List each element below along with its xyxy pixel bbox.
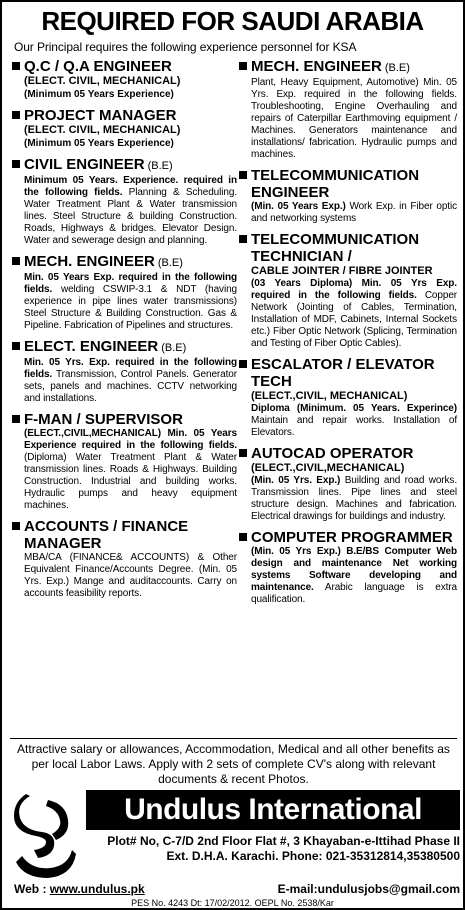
square-bullet-icon — [12, 111, 20, 119]
job-listing — [12, 338, 237, 405]
job-requirement: (03 Years Diploma) Min. 05 Yrs Exp. required in the following fields. — [251, 278, 457, 301]
job-description — [239, 403, 457, 439]
job-description — [239, 77, 457, 161]
company-address — [86, 834, 460, 864]
job-title — [12, 253, 237, 272]
job-discipline: (Minimum 05 Years Experience) — [24, 138, 174, 149]
square-bullet-icon — [12, 257, 20, 265]
job-details: welding CSWIP-3.1 & NDT (having experience in pipe lines water transmissions) Steel Structure & Building Construction. Gas & Pipeline. Fabrication of Pipelines and structures. — [24, 284, 237, 331]
address-line-1: Plot# No, C-7/D 2nd Floor Flat #, 3 Khayaban-e-Ittihad Phase II — [107, 834, 460, 848]
job-discipline: (ELECT. CIVIL, MECHANICAL) — [24, 75, 181, 87]
job-title-text: CIVIL ENGINEER — [24, 156, 145, 173]
email — [278, 882, 460, 896]
job-listing — [12, 411, 237, 512]
job-title — [239, 58, 457, 77]
website-link[interactable]: www.undulus.pk — [49, 882, 145, 896]
website — [14, 882, 145, 896]
benefits-text: Attractive salary or allowances, Accommodation, Medical and all other benefits as per local Labor Laws. Apply with 2 sets of complete CV's along with relevant documents & recent Photos. — [17, 742, 450, 786]
company-name: Undulus International — [86, 790, 460, 830]
job-requirement: (Min. 05 Yrs. Exp.) — [251, 475, 341, 486]
job-title — [239, 445, 457, 462]
email-link[interactable]: undulusjobs@gmail.com — [317, 882, 460, 896]
contact-row — [14, 882, 460, 896]
job-title — [239, 356, 457, 390]
square-bullet-icon — [239, 171, 247, 179]
job-listing — [239, 231, 457, 350]
job-details: Arabic language is extra qualification. — [251, 582, 457, 605]
job-title-text: TELECOMMUNICATION TECHNICIAN / — [251, 231, 420, 265]
intro-text: Our Principal requires the following experience personnel for KSA — [14, 40, 357, 54]
job-qualifier: (B.E) — [147, 160, 173, 172]
job-title-text: ACCOUNTS / FINANCE MANAGER — [24, 518, 189, 552]
job-title — [12, 411, 237, 428]
job-listing — [12, 58, 237, 101]
web-label: Web : — [14, 882, 50, 896]
headline: REQUIRED FOR SAUDI ARABIA — [41, 6, 424, 36]
job-title — [12, 156, 237, 175]
job-listing — [239, 445, 457, 523]
job-title-text: MECH. ENGINEER — [24, 253, 155, 270]
left-column — [12, 58, 237, 606]
address-line-2: Ext. D.H.A. Karachi. Phone: 021-35312814,35380500 — [166, 849, 460, 863]
job-details: Plant, Heavy Equipment, Automotive) Min. 05 Yrs. Exp. required in the following fields. Troubleshooting, Engine Overhauling and repairs of Caterpillar Earthmoving equipment / Machines. Generators maintenance and installations/ fabrication. Hydraulic pumps and machines. — [251, 77, 457, 160]
job-qualifier: (B.E) — [161, 342, 187, 354]
job-details: Maintain and repair works. Installation of Elevators. — [251, 415, 457, 438]
registration-number: PES No. 4243 Dt: 17/02/2012. OEPL No. 2538/Kar — [131, 898, 334, 908]
job-description — [12, 272, 237, 332]
job-description — [12, 552, 237, 600]
job-description — [12, 175, 237, 247]
job-listing — [239, 356, 457, 439]
job-details: Planning & Scheduling. Water Treatment Plant & Water transmission lines. Steel Structure & building Construction. Roads, Highways & bridges. Elevator Design. Water and sewerage design and planning. — [24, 187, 237, 246]
job-description — [239, 201, 457, 225]
job-title-text: PROJECT MANAGER — [24, 107, 177, 124]
job-description — [239, 475, 457, 523]
job-discipline: (ELECT.,CIVIL, MECHANICAL) — [251, 390, 408, 402]
job-title-text: AUTOCAD OPERATOR — [251, 445, 414, 462]
job-title — [12, 338, 237, 357]
square-bullet-icon — [12, 342, 20, 350]
job-discipline: CABLE JOINTER / FIBRE JOINTER — [251, 265, 433, 277]
job-discipline: (ELECT. CIVIL, MECHANICAL) — [24, 124, 181, 136]
job-title-text: F-MAN / SUPERVISOR — [24, 411, 183, 428]
square-bullet-icon — [239, 533, 247, 541]
job-listing — [239, 58, 457, 161]
job-details: Copper Network (Jointing of Cables, Termination, Installation of MDF, Cabinets, Internal Sockets etc.) Fiber Optic Network (Splicing, Termination and Testing of Fiber Optic Cables). — [251, 290, 458, 349]
job-requirement: Diploma (Minimum. 05 Years. Experince) — [251, 403, 457, 414]
job-listing — [12, 107, 237, 150]
job-details: Building and road works. Transmission lines. Pipe lines and steel structure design. Machines and fabrication. Electrical drawings for buildings and industry. — [251, 475, 457, 522]
job-title — [12, 107, 237, 124]
job-details: Transmission, Control Panels. Generator sets, panels and machines. CCTV networking and installations. — [24, 369, 237, 404]
square-bullet-icon — [239, 449, 247, 457]
job-requirement: Min. 05 Yrs. Exp. required in the following fields. — [24, 357, 237, 380]
square-bullet-icon — [12, 160, 20, 168]
square-bullet-icon — [12, 62, 20, 70]
job-requirement: (ELECT.,CIVIL,MECHANICAL) Min. 05 Years Experience required in the following fields. — [24, 428, 237, 451]
job-description — [12, 428, 237, 512]
job-details: Work Exp. in Fiber optic and networking systems — [251, 201, 457, 224]
job-title-text: ESCALATOR / ELEVATOR TECH — [251, 356, 435, 390]
job-requirement: Min. 05 Years Exp. required in the following fields. — [24, 272, 237, 295]
square-bullet-icon — [12, 415, 20, 423]
job-title-text: MECH. ENGINEER — [251, 58, 382, 75]
job-description — [239, 278, 457, 350]
job-title-text: Q.C / Q.A ENGINEER — [24, 58, 172, 75]
job-discipline: (ELECT.,CIVIL,MECHANICAL) — [251, 462, 405, 474]
job-qualifier: (B.E) — [157, 257, 183, 269]
job-listing — [12, 518, 237, 600]
job-details: (Diploma) Water Treatment Plant & Water transmission lines. Roads & Highways. Building Construction. Industrial and building works. Hydraulic pumps and heavy equipment machines. — [24, 452, 237, 511]
square-bullet-icon — [239, 235, 247, 243]
right-column — [239, 58, 457, 612]
square-bullet-icon — [239, 62, 247, 70]
job-requirement: (Min. 05 Years Exp.) — [251, 201, 346, 212]
job-title — [239, 529, 457, 546]
job-listing — [12, 253, 237, 332]
job-qualifier: (B.E) — [384, 62, 410, 74]
job-discipline: (Minimum 05 Years Experience) — [24, 89, 174, 100]
job-title — [239, 167, 457, 201]
job-listing — [239, 167, 457, 225]
job-title-text: TELECOMMUNICATION ENGINEER — [251, 167, 420, 201]
job-description — [239, 546, 457, 606]
square-bullet-icon — [239, 360, 247, 368]
job-title — [239, 231, 457, 265]
job-details: MBA/CA (FINANCE& ACCOUNTS) & Other Equivalent Finance/Accounts Degree. (Min. 05 Yrs. Exp.) Mange and auditaccounts. Carry on accounts feasibility reports. — [24, 552, 237, 599]
job-listing — [239, 529, 457, 606]
job-requirement: Minimum 05 Years. Experience. required in the following fields. — [24, 175, 237, 198]
job-listing — [12, 156, 237, 247]
divider — [10, 738, 457, 739]
email-label: E-mail: — [277, 882, 318, 896]
undulus-logo-icon — [12, 792, 78, 882]
square-bullet-icon — [12, 522, 20, 530]
job-title-text: ELECT. ENGINEER — [24, 338, 159, 355]
job-requirement: (Min. 05 Yrs Exp.) B.E/BS Computer Web design and maintenance Net working systems Software developing and maintenance. — [251, 546, 457, 593]
job-title — [12, 518, 237, 552]
job-description — [12, 357, 237, 405]
job-title-text: COMPUTER PROGRAMMER — [251, 529, 453, 546]
job-title — [12, 58, 237, 75]
